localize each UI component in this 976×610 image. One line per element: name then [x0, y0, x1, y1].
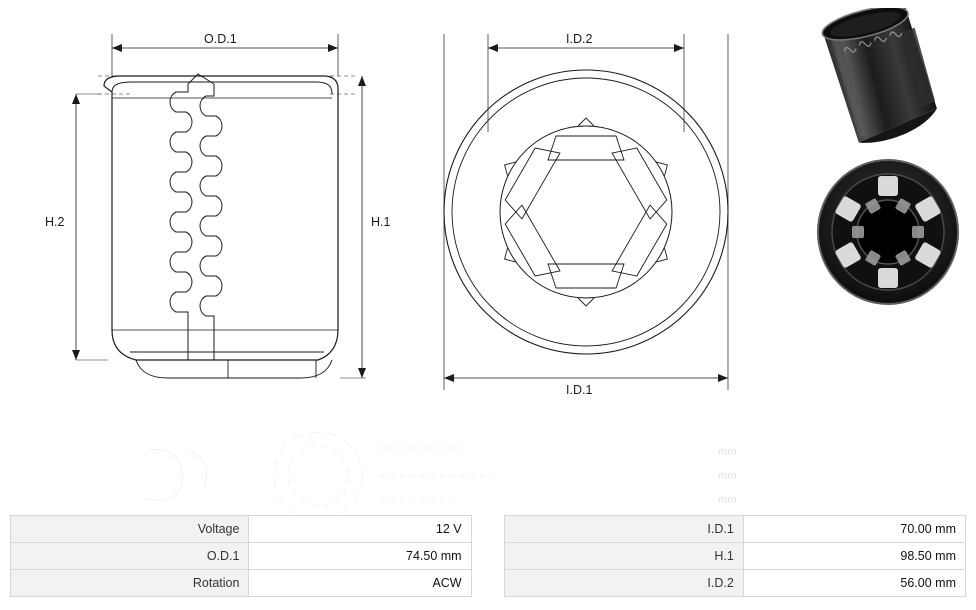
spec-value-id1: 70.00 mm [743, 516, 965, 543]
specifications-table [10, 515, 966, 597]
dimension-label-id1: I.D.1 [566, 383, 593, 397]
ghost-dimension-2: mm [718, 470, 738, 482]
spec-key-h1: H.1 [505, 543, 743, 570]
product-photo-end [812, 152, 964, 312]
table-gap [471, 570, 505, 597]
faded-preview-row [0, 432, 976, 514]
ghost-dimension-3: mm [718, 494, 738, 506]
dimension-label-h1: H.1 [371, 215, 391, 229]
dimension-label-od1: O.D.1 [204, 32, 237, 46]
spec-key-voltage: Voltage [11, 516, 249, 543]
spec-value-id2: 56.00 mm [743, 570, 965, 597]
spec-key-od1: O.D.1 [11, 543, 249, 570]
table-gap [471, 516, 505, 543]
spec-value-h1: 98.50 mm [743, 543, 965, 570]
ghost-dimension-1: mm [718, 446, 738, 458]
table-row [11, 543, 966, 570]
table-gap [471, 543, 505, 570]
spec-value-rotation: ACW [249, 570, 471, 597]
dimension-label-h2: H.2 [45, 215, 65, 229]
spec-key-id1: I.D.1 [505, 516, 743, 543]
dimension-label-id2: I.D.2 [566, 32, 593, 46]
spec-value-voltage: 12 V [249, 516, 471, 543]
table-row [11, 570, 966, 597]
spec-key-id2: I.D.2 [505, 570, 743, 597]
spec-key-rotation: Rotation [11, 570, 249, 597]
table-row [11, 516, 966, 543]
spec-value-od1: 74.50 mm [249, 543, 471, 570]
product-photo-sleeve [812, 8, 960, 148]
